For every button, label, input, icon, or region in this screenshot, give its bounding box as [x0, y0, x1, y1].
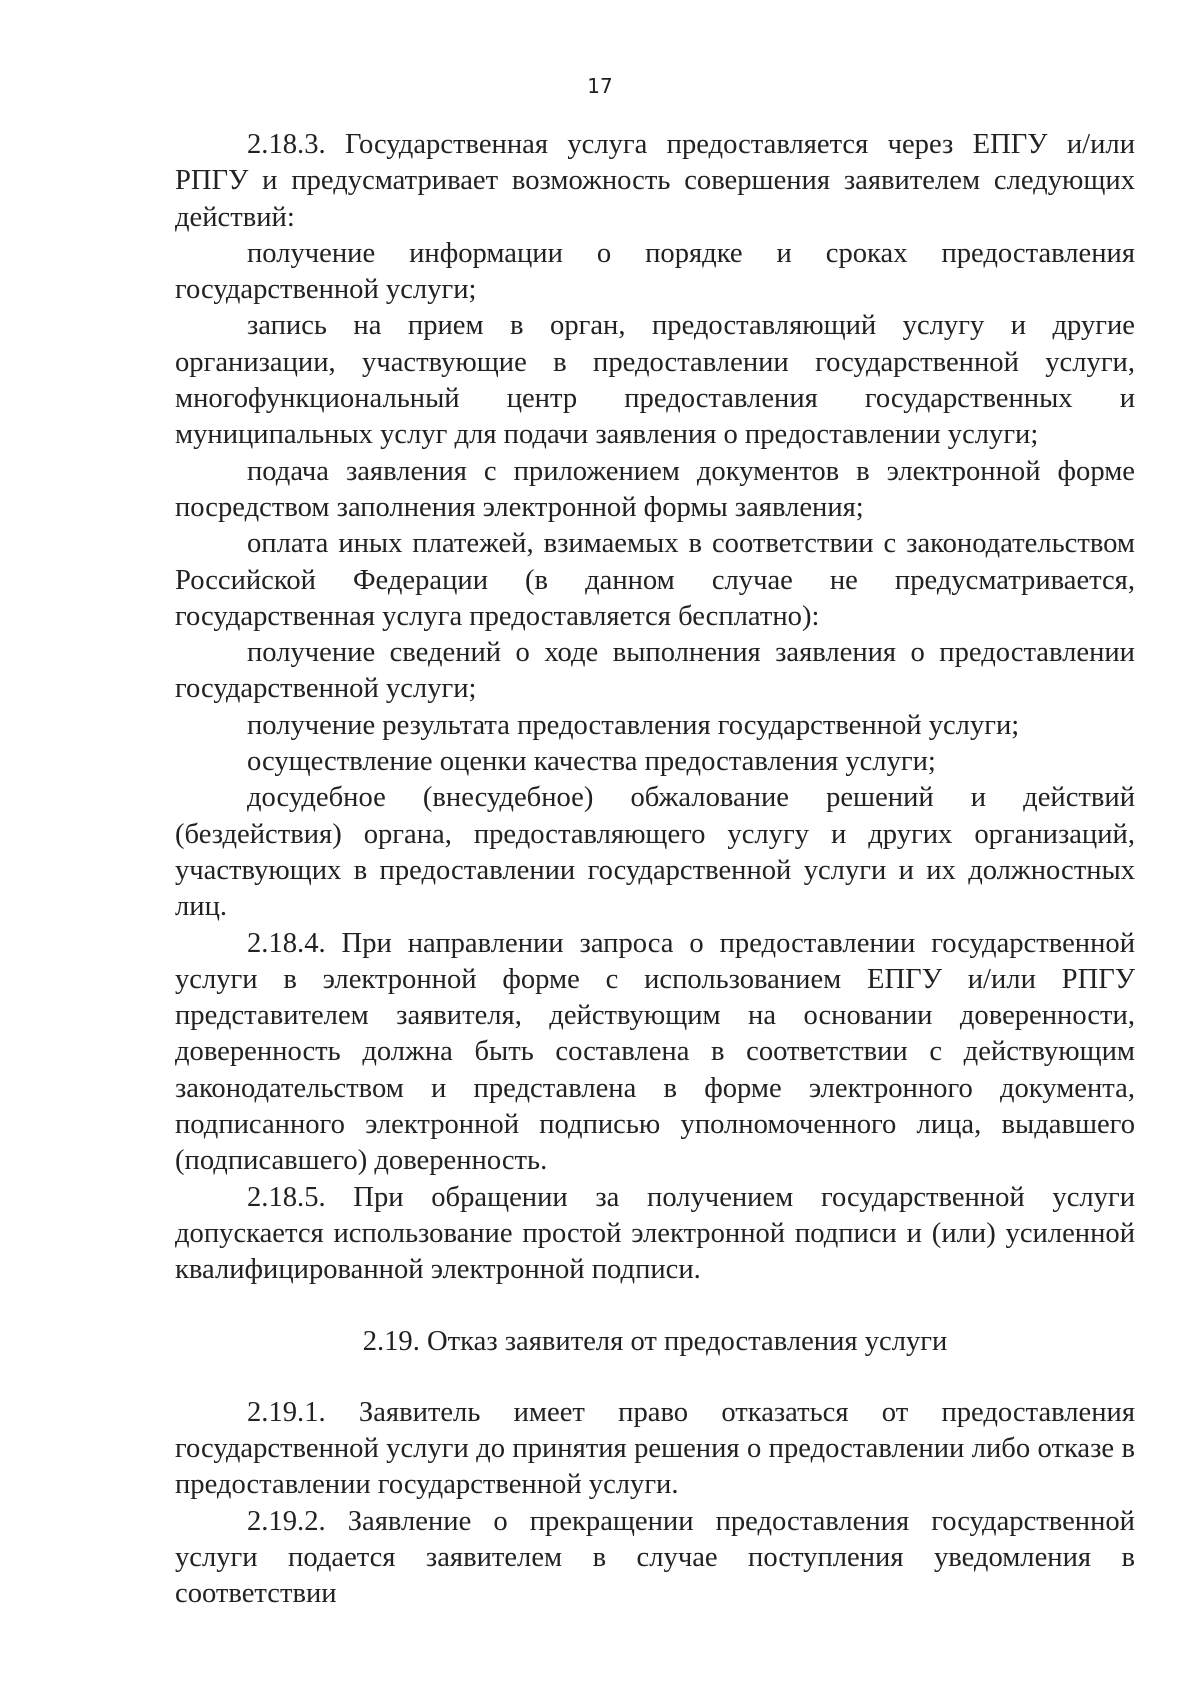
paragraph-2-18-4: 2.18.4. При направлении запроса о предоставлении государственной услуги в электронной форме с использованием ЕПГУ и/или РПГУ представителем заявителя, действующим на основании доверенности, доверенность должна быть составлена в соответствии с действующим законодательством и представлена в форме электронного документа, подписанного электронной подписью уполномоченного лица, выдавшего (подписавшего) доверенность.	[175, 927, 1135, 1177]
page-number: 17	[587, 74, 613, 98]
list-item-result: получение результата предоставления государственной услуги;	[247, 709, 1020, 741]
list-item-appeal: досудебное (внесудебное) обжалование решений и действий (бездействия) органа, предоставляющего услугу и других организаций, участвующих в предоставлении государственной услуги и их должностных лиц.	[175, 782, 1135, 923]
section-heading-2-19: 2.19. Отказ заявителя от предоставления услуги	[362, 1325, 948, 1357]
paragraph-2-19-1: 2.19.1. Заявитель имеет право отказаться от предоставления государственной услуги до принятия решения о предоставлении либо отказе в предоставлении государственной услуги.	[175, 1396, 1135, 1501]
paragraph-2-18-5: 2.18.5. При обращении за получением государственной услуги допускается использование простой электронной подписи и (или) усиленной квалифицированной электронной подписи.	[175, 1181, 1135, 1286]
list-item-application: подача заявления с приложением документов в электронной форме посредством заполнения электронной формы заявления;	[175, 455, 1135, 523]
list-item-appointment: запись на прием в орган, предоставляющий услугу и другие организации, участвующие в предоставлении государственной услуги, многофункциональный центр предоставления государственных и муниципальных услуг для подачи заявления о предоставлении услуги;	[175, 310, 1135, 451]
list-item-progress: получение сведений о ходе выполнения заявления о предоставлении государственной услуги;	[175, 637, 1135, 705]
paragraph-2-18-3: 2.18.3. Государственная услуга предоставляется через ЕПГУ и/или РПГУ и предусматривает возможность совершения заявителем следующих действий:	[175, 129, 1135, 233]
document-body	[175, 127, 1135, 1613]
list-item-quality: осуществление оценки качества предоставления услуги;	[247, 746, 936, 778]
list-item-info: получение информации о порядке и сроках предоставления государственной услуги;	[175, 237, 1135, 306]
list-item-payments: оплата иных платежей, взимаемых в соответствии с законодательством Российской Федерации (в данном случае не предусматривается, государственная услуга предоставляется бесплатно):	[175, 528, 1135, 632]
paragraph-2-19-2: 2.19.2. Заявление о прекращении предоставления государственной услуги подается заявителем в случае поступления уведомления в соответствии	[175, 1505, 1135, 1610]
